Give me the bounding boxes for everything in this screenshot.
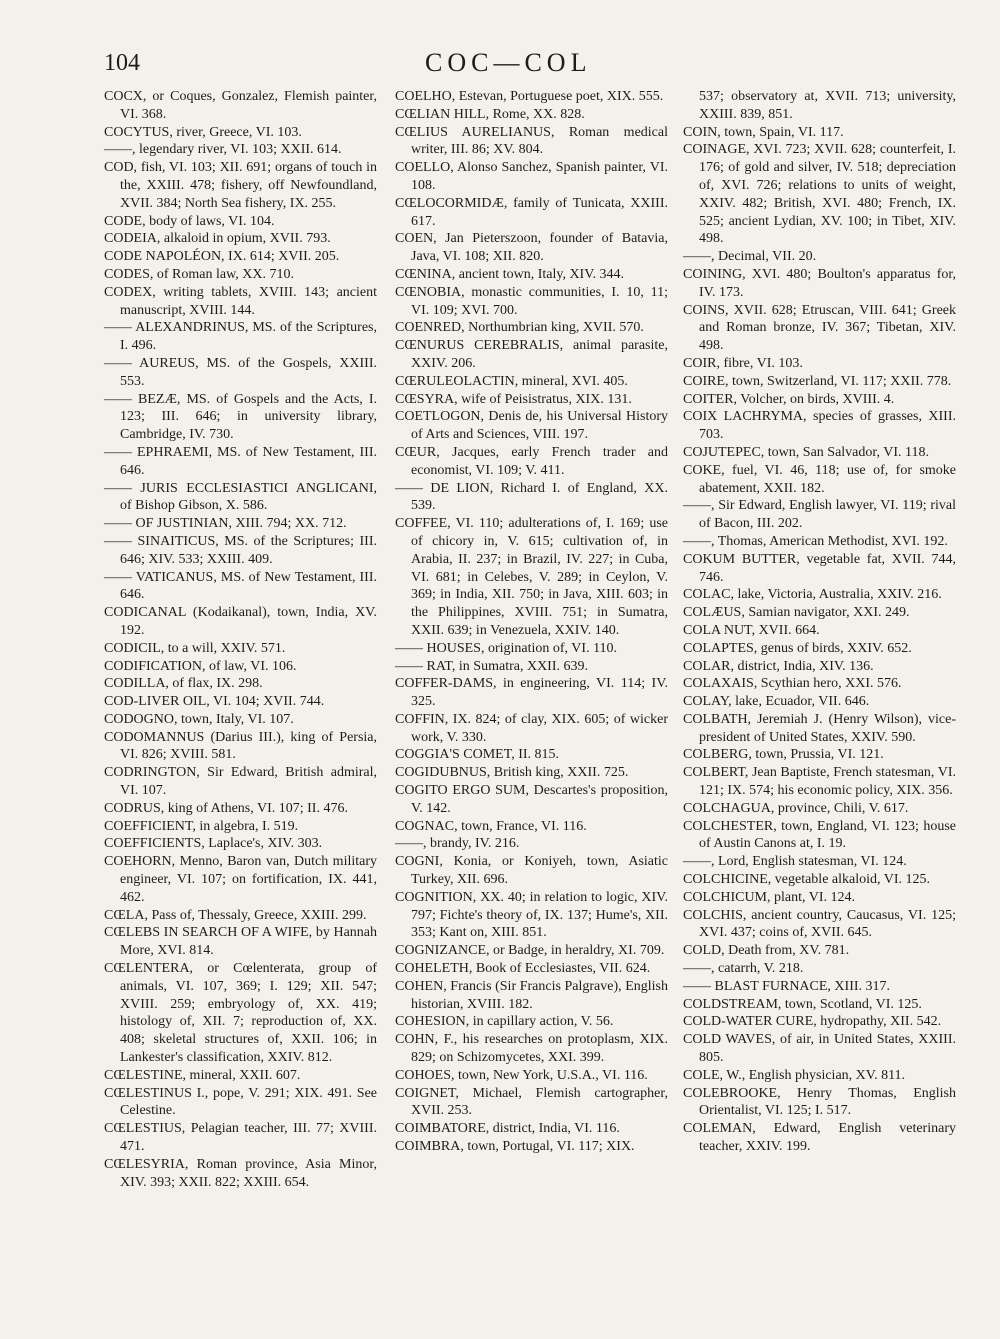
index-entry: COKUM BUTTER, vegetable fat, XVII. 744, 746.: [683, 551, 956, 585]
index-entry: CODICIL, to a will, XXIV. 571.: [104, 640, 286, 656]
index-entry: COLBATH, Jeremiah J. (Henry Wilson), vice-president of United States, XXIV. 590.: [683, 711, 956, 745]
index-entry: CŒRULEOLACTIN, mineral, XVI. 405.: [395, 373, 628, 389]
index-entry: COLBERG, town, Prussia, VI. 121.: [683, 747, 884, 763]
index-entry: COHN, F., his researches on protoplasm, XIX. 829; on Schizomycetes, XXI. 399.: [395, 1032, 668, 1066]
index-entry: COEFFICIENT, in algebra, I. 519.: [104, 818, 299, 834]
running-header: COC—COL: [425, 48, 592, 77]
index-entry: ——, brandy, IV. 216.: [395, 836, 520, 852]
index-entry: COETLOGON, Denis de, his Universal History of Arts and Sciences, VIII. 197.: [395, 409, 668, 443]
index-entry: COIR, fibre, VI. 103.: [683, 355, 803, 371]
index-entry: COD, fish, VI. 103; XII. 691; organs of touch in the, XXIII. 478; fishery, off Newfoundland, XVII. 384; North Sea fishery, IX. 255.: [104, 160, 377, 211]
index-entry: COIGNET, Michael, Flemish cartographer, XVII. 253.: [395, 1085, 668, 1119]
index-entry: COLD-WATER CURE, hydropathy, XII. 542.: [683, 1014, 942, 1030]
index-entry: CŒLA, Pass of, Thessaly, Greece, XXIII. 299.: [104, 907, 367, 923]
index-entry: COLD, Death from, XV. 781.: [683, 943, 850, 959]
index-entry: COELLO, Alonso Sanchez, Spanish painter, VI. 108.: [395, 160, 668, 193]
index-entry: ——, Sir Edward, English lawyer, VI. 119; rival of Bacon, III. 202.: [683, 498, 956, 532]
index-entry: ——, Decimal, VII. 20.: [683, 249, 817, 265]
index-entry: COLD WAVES, of air, in United States, XXIII. 805.: [683, 1032, 956, 1066]
index-entry: CODE, body of laws, VI. 104.: [104, 213, 275, 229]
index-entry: COKE, fuel, VI. 46, 118; use of, for smoke abatement, XXII. 182.: [683, 462, 956, 496]
index-entry: COINING, XVI. 480; Boulton's apparatus for, IV. 173.: [683, 266, 956, 300]
index-entry: COIX LACHRYMA, species of grasses, XIII. 703.: [683, 409, 956, 443]
index-entry: CŒLIUS AURELIANUS, Roman medical writer, III. 86; XV. 804.: [395, 124, 668, 158]
index-entry: ——, Lord, English statesman, VI. 124.: [683, 854, 907, 870]
index-entry: COLEBROOKE, Henry Thomas, English Orientalist, VI. 125; I. 517.: [683, 1085, 956, 1119]
index-entry: CODE NAPOLÉON, IX. 614; XVII. 205.: [104, 249, 340, 265]
index-entry: COCX, or Coques, Gonzalez, Flemish painter, VI. 368.: [104, 89, 377, 122]
index-entry: COLCHESTER, town, England, VI. 123; house of Austin Canons at, I. 19.: [683, 818, 956, 852]
index-entry: COGGIA'S COMET, II. 815.: [395, 747, 560, 763]
index-entry: COIMBRA, town, Portugal, VI. 117; XIX.: [395, 1139, 635, 1155]
index-entry: CŒLOCORMIDÆ, family of Tunicata, XXIII. 617.: [395, 195, 668, 229]
index-column-2: [395, 88, 668, 1156]
index-entry: COLE, W., English physician, XV. 811.: [683, 1067, 906, 1083]
index-entry: CODILLA, of flax, IX. 298.: [104, 676, 263, 692]
index-entry: ——, Thomas, American Methodist, XVI. 192.: [683, 533, 948, 549]
index-entry: CODES, of Roman law, XX. 710.: [104, 266, 295, 282]
index-entry: CŒLESYRIA, Roman province, Asia Minor, XIV. 393; XXII. 822; XXIII. 654.: [104, 1156, 377, 1190]
index-entry: COFFEE, VI. 110; adulterations of, I. 169; use of chicory in, V. 615; cultivation of, in Arabia, II. 237; in Brazil, IV. 227; in Cuba, VI. 681; in Celebes, V. 289; in Ceylon, V. 369; in India, XII. 750; in Java, XIII. 603; in the Philippines, XVIII. 751; in Sumatra, XXII. 639; in Venezuela, XXIV. 140.: [395, 516, 668, 638]
index-entry: CODRINGTON, Sir Edward, British admiral, VI. 107.: [104, 765, 377, 799]
index-entry: —— BLAST FURNACE, XIII. 317.: [683, 978, 891, 994]
index-entry: COLBERT, Jean Baptiste, French statesman, VI. 121; IX. 574; his economic policy, XIX. 356.: [683, 765, 956, 799]
index-entry: COD-LIVER OIL, VI. 104; XVII. 744.: [104, 694, 325, 710]
index-entry: COENRED, Northumbrian king, XVII. 570.: [395, 320, 644, 336]
index-entry: —— AUREUS, MS. of the Gospels, XXIII. 553.: [104, 355, 377, 389]
index-entry: CŒLESTIUS, Pelagian teacher, III. 77; XVIII. 471.: [104, 1121, 377, 1155]
index-entry: —— ALEXANDRINUS, MS. of the Scriptures, I. 496.: [104, 320, 377, 354]
index-entry: COLA NUT, XVII. 664.: [683, 622, 820, 638]
index-entry: COLAXAIS, Scythian hero, XXI. 576.: [683, 676, 902, 692]
index-column-3: [683, 88, 956, 1156]
index-entry: COELHO, Estevan, Portuguese poet, XIX. 555.: [395, 89, 664, 104]
index-entry: COFFIN, IX. 824; of clay, XIX. 605; of wicker work, V. 330.: [395, 711, 668, 745]
index-entry: COIN, town, Spain, VI. 117.: [683, 124, 844, 140]
index-entry: CODRUS, king of Athens, VI. 107; II. 476.: [104, 800, 348, 816]
index-entry: COGNI, Konia, or Koniyeh, town, Asiatic Turkey, XII. 696.: [395, 854, 668, 888]
page-number: 104: [104, 50, 140, 76]
index-entry: CŒLESTINUS I., pope, V. 291; XIX. 491. See Celestine.: [104, 1085, 377, 1119]
index-entry: COHOES, town, New York, U.S.A., VI. 116.: [395, 1067, 648, 1083]
index-entry: COEHORN, Menno, Baron van, Dutch military engineer, VI. 107; on fortification, IX. 441, 462.: [104, 854, 377, 905]
index-entry: COLAPTES, genus of birds, XXIV. 652.: [683, 640, 912, 656]
index-entry: COHELETH, Book of Ecclesiastes, VII. 624.: [395, 961, 651, 977]
index-entry: —— VATICANUS, MS. of New Testament, III. 646.: [104, 569, 377, 603]
index-entry: COIMBATORE, district, India, VI. 116.: [395, 1121, 620, 1137]
index-entry: CODEIA, alkaloid in opium, XVII. 793.: [104, 231, 331, 247]
index-entry: COLCHAGUA, province, Chili, V. 617.: [683, 800, 909, 816]
index-entry: CODOGNO, town, Italy, VI. 107.: [104, 711, 294, 727]
index-entry: CODOMANNUS (Darius III.), king of Persia, VI. 826; XVIII. 581.: [104, 729, 377, 763]
index-entry: COCYTUS, river, Greece, VI. 103.: [104, 124, 302, 140]
index-entry: CŒNINA, ancient town, Italy, XIV. 344.: [395, 266, 625, 282]
index-entry: COINAGE, XVI. 723; XVII. 628; counterfeit, I. 176; of gold and silver, IV. 518; depreciation of, XVI. 726; relations to units of weight, XXIV. 482; British, XVI. 480; French, IX. 525; ancient Lydian, XV. 100; in Tibet, XIV. 498.: [683, 142, 956, 247]
index-entry: COGNITION, XX. 40; in relation to logic, XIV. 797; Fichte's theory of, IX. 137; Hume's, XII. 353; Kant on, XIII. 851.: [395, 889, 668, 941]
index-entry: CŒSYRA, wife of Peisistratus, XIX. 131.: [395, 391, 632, 407]
index-entry: CŒLESTINE, mineral, XXII. 607.: [104, 1067, 301, 1083]
index-entry: COGNIZANCE, or Badge, in heraldry, XI. 709.: [395, 943, 665, 959]
index-entry: CŒLIAN HILL, Rome, XX. 828.: [395, 106, 585, 122]
index-column-1: [104, 88, 377, 1191]
index-entry: CŒLEBS IN SEARCH OF A WIFE, by Hannah More, XVI. 814.: [104, 925, 377, 959]
index-entry: ——, legendary river, VI. 103; XXII. 614.: [104, 142, 342, 158]
index-entry: CŒNOBIA, monastic communities, I. 10, 11; VI. 109; XVI. 700.: [395, 284, 668, 318]
index-entry: CODICANAL (Kodaikanal), town, India, XV. 192.: [104, 605, 377, 638]
index-entry: COLAC, lake, Victoria, Australia, XXIV. 216.: [683, 587, 942, 603]
index-entry: COHEN, Francis (Sir Francis Palgrave), English historian, XVIII. 182.: [395, 978, 668, 1012]
index-entry: COLCHIS, ancient country, Caucasus, VI. 125; XVI. 437; coins of, XVII. 645.: [683, 907, 956, 941]
index-entry: —— HOUSES, origination of, VI. 110.: [395, 640, 618, 656]
index-entry: —— RAT, in Sumatra, XXII. 639.: [395, 658, 588, 674]
index-entry: COLDSTREAM, town, Scotland, VI. 125.: [683, 996, 922, 1012]
index-entry: COEFFICIENTS, Laplace's, XIV. 303.: [104, 836, 323, 852]
index-entry: COGNAC, town, France, VI. 116.: [395, 818, 587, 834]
index-entry: —— EPHRAEMI, MS. of New Testament, III. 646.: [104, 444, 377, 478]
index-entry: COLAY, lake, Ecuador, VII. 646.: [683, 694, 870, 710]
index-entry: COGIDUBNUS, British king, XXII. 725.: [395, 765, 629, 781]
index-entry: COLCHICUM, plant, VI. 124.: [683, 889, 856, 905]
index-entry: —— SINAITICUS, MS. of the Scriptures; III. 646; XIV. 533; XXIII. 409.: [104, 533, 377, 567]
index-entry: COLAR, district, India, XIV. 136.: [683, 658, 874, 674]
index-entry: COFFER-DAMS, in engineering, VI. 114; IV. 325.: [395, 676, 668, 710]
index-entry: CODIFICATION, of law, VI. 106.: [104, 658, 297, 674]
index-entry: COLCHICINE, vegetable alkaloid, VI. 125.: [683, 872, 931, 888]
index-entry: —— JURIS ECCLESIASTICI ANGLICANI, of Bishop Gibson, X. 586.: [104, 480, 377, 514]
index-entry: COHESION, in capillary action, V. 56.: [395, 1014, 614, 1030]
index-entry: COITER, Volcher, on birds, XVIII. 4.: [683, 391, 895, 407]
index-entry: COLEMAN, Edward, English veterinary teacher, XXIV. 199.: [683, 1121, 956, 1155]
index-entry: —— DE LION, Richard I. of England, XX. 539.: [395, 480, 668, 514]
index-entry: ——, catarrh, V. 218.: [683, 961, 804, 977]
index-entry: COIRE, town, Switzerland, VI. 117; XXII. 778.: [683, 373, 952, 389]
index-entry: 537; observatory at, XVII. 713; university, XXIII. 839, 851.: [699, 89, 956, 122]
index-entry: CŒUR, Jacques, early French trader and economist, VI. 109; V. 411.: [395, 444, 668, 478]
index-entry: COLÆUS, Samian navigator, XXI. 249.: [683, 605, 910, 621]
index-entry: —— OF JUSTINIAN, XIII. 794; XX. 712.: [104, 516, 347, 532]
index-entry: COINS, XVII. 628; Etruscan, VIII. 641; Greek and Roman bronze, IV. 367; Tibetan, XIV. 498.: [683, 302, 956, 354]
index-entry: CŒLENTERA, or Cœlenterata, group of animals, VI. 107, 369; I. 129; XII. 547; XVIII. 259; embryology of, XX. 419; histology of, XII. 7; reproduction of, XX. 408; skeletal structures of, XXII. 106; in Lankester's classification, XXIV. 812.: [104, 961, 377, 1066]
index-entry: —— BEZÆ, MS. of Gospels and the Acts, I. 123; III. 646; in university library, Cambridge, IV. 730.: [104, 391, 377, 443]
index-entry: COJUTEPEC, town, San Salvador, VI. 118.: [683, 444, 929, 460]
index-entry: CODEX, writing tablets, XVIII. 143; ancient manuscript, XVIII. 144.: [104, 284, 377, 318]
index-entry: CŒNURUS CEREBRALIS, animal parasite, XXIV. 206.: [395, 338, 668, 371]
index-entry: COGITO ERGO SUM, Descartes's proposition, V. 142.: [395, 783, 668, 816]
index-entry: COEN, Jan Pieterszoon, founder of Batavia, Java, VI. 108; XII. 820.: [395, 231, 668, 265]
